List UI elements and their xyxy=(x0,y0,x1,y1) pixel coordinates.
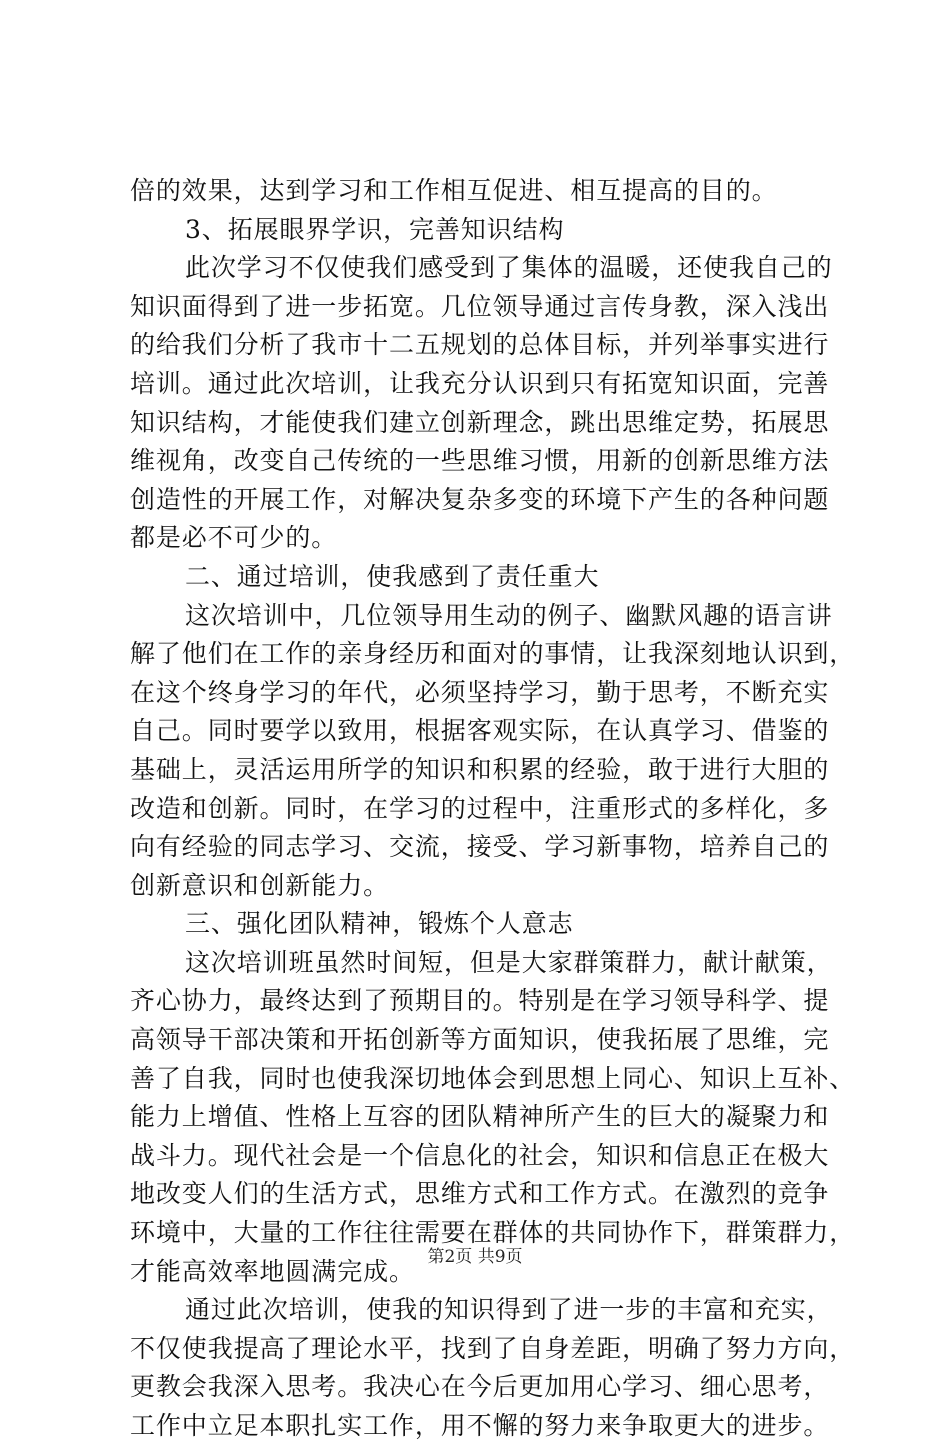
text-line: 能力上增值、性格上互容的团队精神所产生的巨大的凝聚力和 xyxy=(130,1102,830,1132)
text-line: 向有经验的同志学习、交流，接受、学习新事物，培养自己的 xyxy=(130,832,830,862)
text-line: 二、通过培训，使我感到了责任重大 xyxy=(185,561,600,591)
text-line: 都是必不可少的。 xyxy=(130,523,338,553)
text-line: 倍的效果，达到学习和工作相互促进、相互提高的目的。 xyxy=(130,176,778,205)
text-line: 解了他们在工作的亲身经历和面对的事情，让我深刻地认识到， xyxy=(130,639,856,669)
text-line: 自己。同时要学以致用，根据客观实际，在认真学习、借鉴的 xyxy=(130,716,830,746)
text-line: 知识结构，才能使我们建立创新理念，跳出思维定势，拓展思 xyxy=(130,407,830,437)
text-line: 更教会我深入思考。我决心在今后更加用心学习、细心思考， xyxy=(130,1372,830,1402)
text-line: 环境中，大量的工作往往需要在群体的共同协作下，群策群力， xyxy=(130,1218,856,1248)
text-line: 培训。通过此次培训，让我充分认识到只有拓宽知识面，完善 xyxy=(130,368,830,398)
text-line: 创造性的开展工作，对解决复杂多变的环境下产生的各种问题 xyxy=(130,484,830,514)
text-line: 才能高效率地圆满完成。 xyxy=(130,1256,415,1286)
text-line: 高领导干部决策和开拓创新等方面知识，使我拓展了思维，完 xyxy=(130,1025,830,1055)
text-line: 通过此次培训，使我的知识得到了进一步的丰富和充实， xyxy=(185,1295,833,1325)
text-line: 三、强化团队精神，锻炼个人意志 xyxy=(185,909,574,939)
text-line: 基础上，灵活运用所学的知识和积累的经验，敢于进行大胆的 xyxy=(130,754,830,784)
text-line: 战斗力。现代社会是一个信息化的社会，知识和信息正在极大 xyxy=(130,1140,830,1170)
text-line: 知识面得到了进一步拓宽。几位领导通过言传身教，深入浅出 xyxy=(130,291,830,321)
text-line: 地改变人们的生活方式，思维方式和工作方式。在激烈的竞争 xyxy=(130,1179,830,1209)
text-line: 改造和创新。同时，在学习的过程中，注重形式的多样化，多 xyxy=(130,793,830,823)
text-line: 的给我们分析了我市十二五规划的总体目标，并列举事实进行 xyxy=(130,330,830,360)
text-line: 善了自我，同时也使我深切地体会到思想上同心、知识上互补、 xyxy=(130,1063,856,1093)
text-line: 齐心协力，最终达到了预期目的。特别是在学习领导科学、提 xyxy=(130,986,830,1016)
text-line: 工作中立足本职扎实工作，用不懈的努力来争取更大的进步。 xyxy=(130,1411,830,1440)
text-line: 维视角，改变自己传统的一些思维习惯，用新的创新思维方法 xyxy=(130,446,830,476)
text-line: 创新意识和创新能力。 xyxy=(130,870,390,900)
text-line: 3、拓展眼界学识，完善知识结构 xyxy=(185,214,565,244)
text-line: 这次培训班虽然时间短，但是大家群策群力，献计献策， xyxy=(185,947,833,977)
text-line: 不仅使我提高了理论水平，找到了自身差距，明确了努力方向， xyxy=(130,1333,856,1363)
text-line: 这次培训中，几位领导用生动的例子、幽默风趣的语言讲 xyxy=(185,600,833,630)
text-line: 在这个终身学习的年代，必须坚持学习，勤于思考，不断充实 xyxy=(130,677,830,707)
text-line: 此次学习不仅使我们感受到了集体的温暖，还使我自己的 xyxy=(185,253,833,283)
page-footer: 第2页 共9页 xyxy=(427,1247,523,1267)
